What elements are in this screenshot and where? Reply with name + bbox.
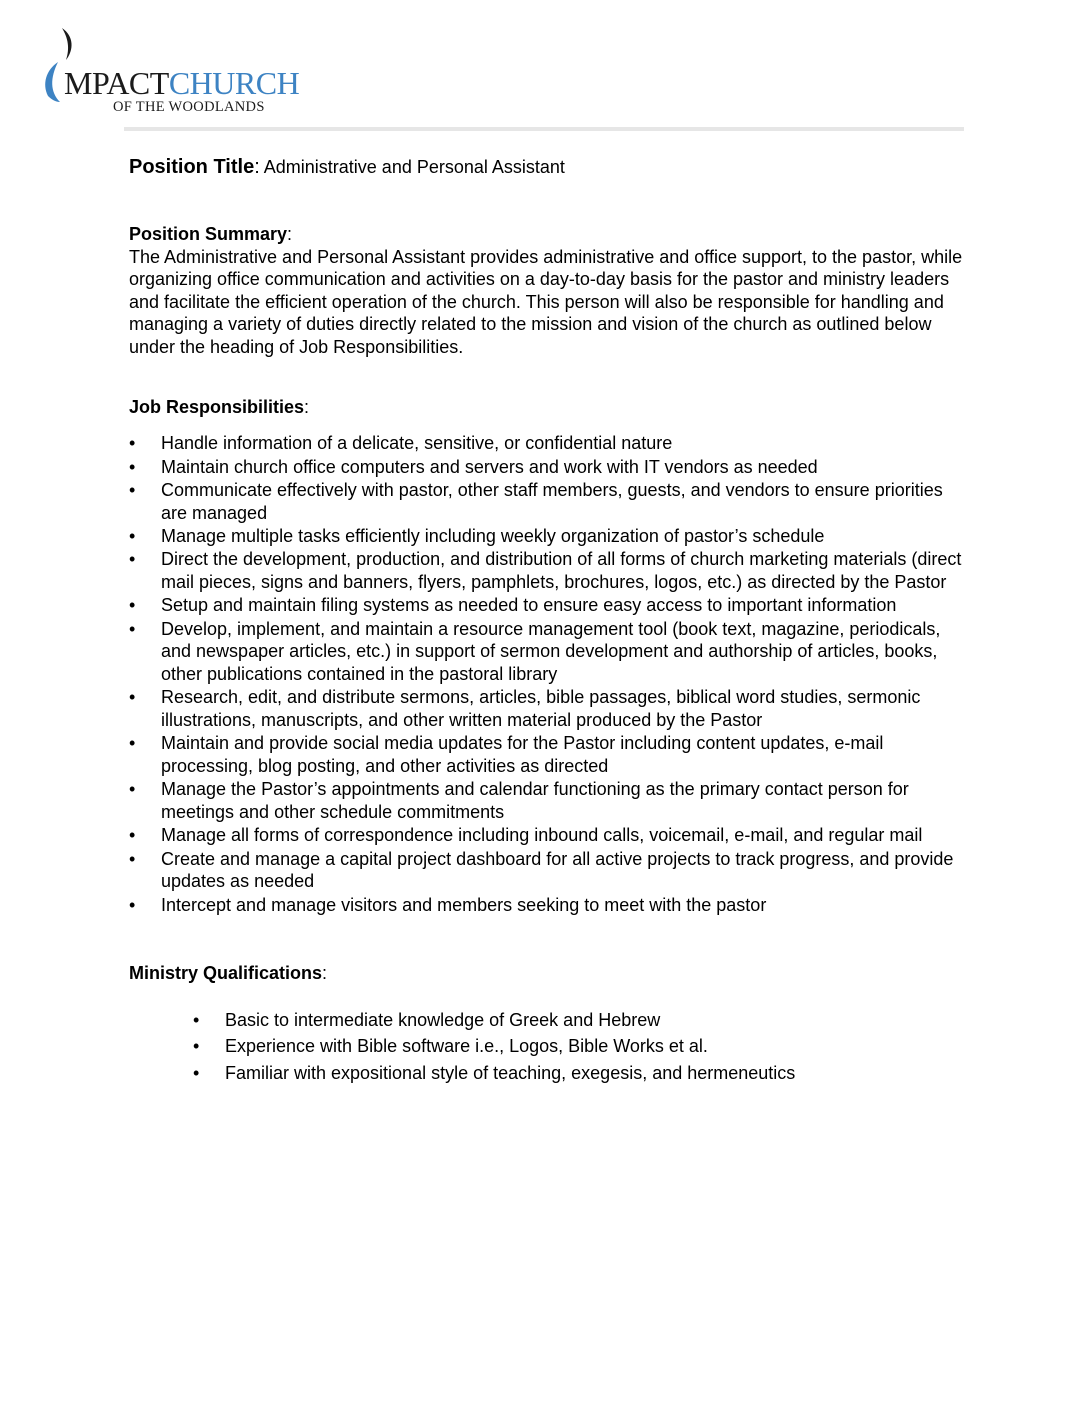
- list-item: • Maintain church office computers and servers and work with IT vendors as needed: [129, 456, 969, 479]
- church-logo: [40, 26, 310, 118]
- logo-subtitle: OF THE WOODLANDS: [113, 99, 265, 115]
- list-item: • Manage all forms of correspondence including inbound calls, voicemail, e-mail, and regular mail: [129, 824, 969, 847]
- job-responsibilities-heading-label: Job Responsibilities: [129, 396, 305, 417]
- position-summary-text: The Administrative and Personal Assistant provides administrative and office support, to the pastor, while organizing office communication and activities on a day-to-day basis for the pastor and ministry leaders and facilitate the efficient operation of the church. This person will also be responsible for handling and managing a variety of duties directly related to the mission and vision of the church as outlined below under the heading of Job Responsibilities.: [129, 246, 963, 357]
- list-item: • Handle information of a delicate, sensitive, or confidential nature: [129, 432, 969, 455]
- logo-wordmark-part1: MPACT: [64, 65, 169, 101]
- document-body: [129, 153, 969, 1089]
- list-item: • Research, edit, and distribute sermons, articles, bible passages, biblical word studies, sermonic illustrations, manuscripts, and other written material produced by the Pastor: [129, 686, 969, 731]
- header-divider: [124, 127, 964, 131]
- list-item: • Manage multiple tasks efficiently including weekly organization of pastor’s schedule: [129, 525, 969, 548]
- position-summary-section: [129, 223, 969, 359]
- list-item: • Create and manage a capital project dashboard for all active projects to track progress, and provide updates as needed: [129, 848, 969, 893]
- logo-wordmark-part2: CHURCH: [168, 65, 300, 101]
- position-summary-heading: [129, 223, 969, 246]
- position-title: [129, 153, 969, 181]
- list-item: • Familiar with expositional style of teaching, exegesis, and hermeneutics: [193, 1062, 969, 1085]
- list-item: • Direct the development, production, and distribution of all forms of church marketing materials (direct mail pieces, signs and banners, flyers, pamphlets, brochures, logos, etc.) as directed by the Pastor: [129, 548, 969, 593]
- ministry-qualifications-heading: [129, 962, 969, 985]
- job-responsibilities-list: [129, 432, 969, 916]
- ministry-qualifications-list: [193, 1009, 969, 1085]
- position-title-label: Position Title: [129, 156, 255, 178]
- job-responsibilities-heading-separator: :: [304, 396, 310, 417]
- list-item: • Communicate effectively with pastor, other staff members, guests, and vendors to ensure priorities are managed: [129, 479, 969, 524]
- list-item: • Basic to intermediate knowledge of Greek and Hebrew: [193, 1009, 969, 1032]
- ministry-qualifications-heading-label: Ministry Qualifications: [129, 963, 323, 984]
- list-item: • Manage the Pastor’s appointments and calendar functioning as the primary contact person for meetings and other schedule commitments: [129, 778, 969, 823]
- list-item: • Develop, implement, and maintain a resource management tool (book text, magazine, periodicals, and newspaper articles, etc.) in support of sermon development and authorship of articles, books, other publications contained in the pastoral library: [129, 618, 969, 686]
- position-summary-heading-separator: :: [287, 224, 293, 244]
- ministry-qualifications-section: [129, 962, 969, 1084]
- job-responsibilities-heading: [129, 396, 969, 419]
- list-item: • Intercept and manage visitors and members seeking to meet with the pastor: [129, 894, 969, 917]
- position-summary-heading-label: Position Summary: [129, 224, 288, 244]
- logo-wordmark: [64, 66, 299, 100]
- position-title-separator: :: [254, 156, 260, 178]
- list-item: • Setup and maintain filing systems as needed to ensure easy access to important information: [129, 594, 969, 617]
- job-responsibilities-section: [129, 396, 969, 917]
- list-item: • Maintain and provide social media updates for the Pastor including content updates, e-mail processing, blog posting, and other activities as directed: [129, 732, 969, 777]
- ministry-qualifications-heading-separator: :: [322, 963, 328, 984]
- list-item: • Experience with Bible software i.e., Logos, Bible Works et al.: [193, 1035, 969, 1058]
- position-title-value: Administrative and Personal Assistant: [259, 157, 565, 177]
